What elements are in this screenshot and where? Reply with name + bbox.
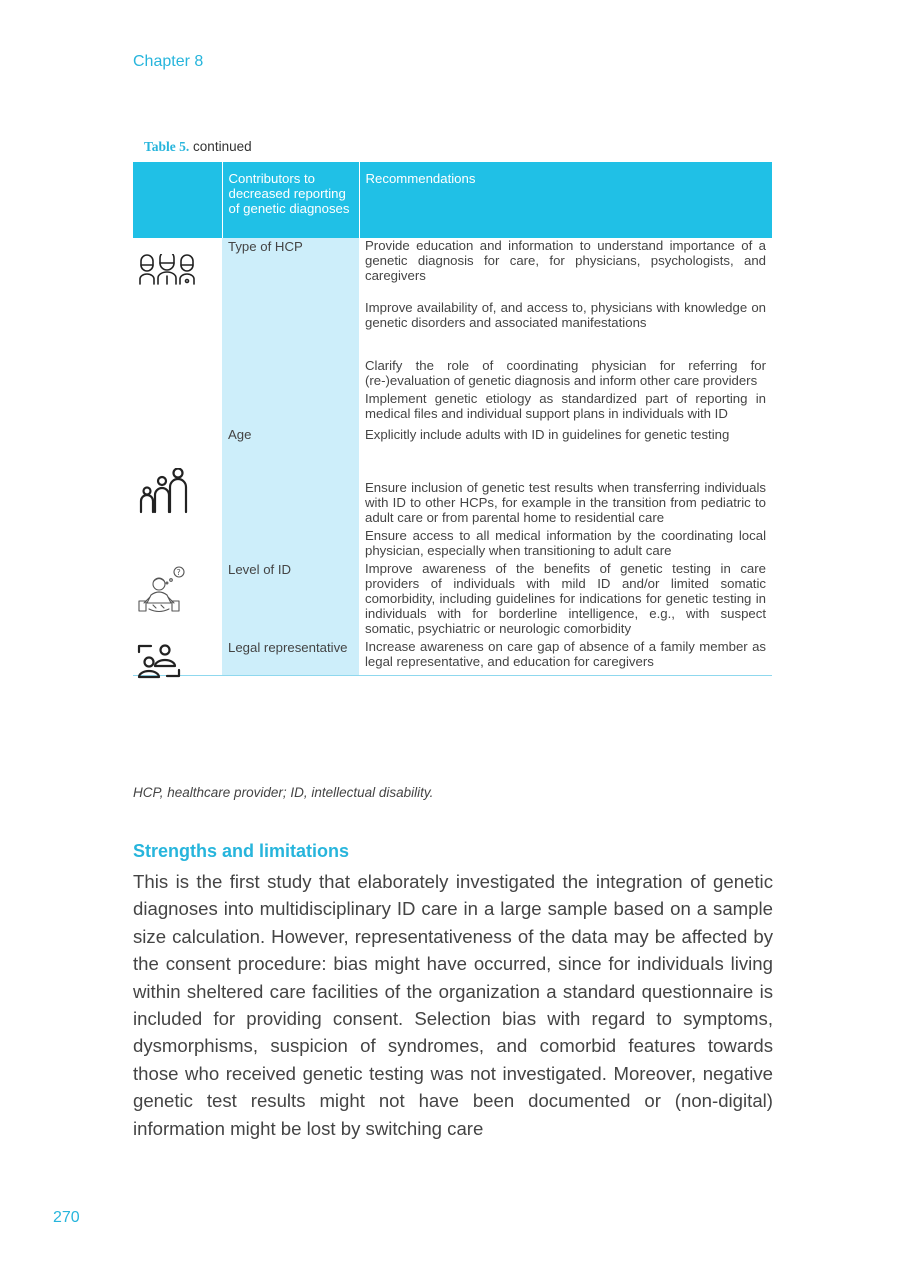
icon-cell bbox=[133, 424, 222, 561]
table-row bbox=[133, 561, 772, 639]
legal-representative-icon bbox=[137, 642, 181, 680]
page-number: 270 bbox=[53, 1209, 80, 1226]
icon-cell bbox=[133, 639, 222, 676]
recommendations-column-header: Recommendations bbox=[359, 162, 772, 238]
recommendation-cell: Provide education and information to understand importance of a genetic diagnosis for care, for physicians, psychologists, and caregivers bbox=[365, 238, 766, 283]
table-row bbox=[133, 639, 772, 676]
recommendation-cell: Ensure inclusion of genetic test results when transferring individuals with ID to other HCPs, for example in the transition from pediatric to adult care or from parental home to residential care bbox=[365, 480, 766, 525]
contributors-column-header: Contributors to decreased reporting of genetic diagnoses bbox=[222, 162, 359, 238]
recommendations-table bbox=[133, 162, 772, 676]
recommendation-cell: Improve availability of, and access to, physicians with knowledge on genetic disorders and associated manifestations bbox=[365, 300, 766, 330]
table-row bbox=[133, 238, 772, 300]
table-row bbox=[133, 424, 772, 480]
table-caption-label: Table 5. bbox=[144, 139, 190, 154]
table-header-row bbox=[133, 162, 772, 238]
icon-column-header bbox=[133, 162, 222, 238]
recommendation-cell: Clarify the role of coordinating physician for referring for (re-)evaluation of genetic diagnosis and inform other care providers bbox=[365, 358, 766, 388]
contributor-cell: Age bbox=[222, 424, 359, 561]
contributor-cell: Level of ID bbox=[222, 561, 359, 639]
icon-cell bbox=[133, 561, 222, 639]
recommendation-cell: Implement genetic etiology as standardized part of reporting in medical files and individual support plans in individuals with ID bbox=[365, 391, 766, 421]
recommendation-cell: Increase awareness on care gap of absence of a family member as legal representative, and education for caregivers bbox=[359, 639, 772, 676]
section-paragraph: This is the first study that elaborately investigated the integration of genetic diagnoses into multidisciplinary ID care in a large sample based on a sample size calculation. However, representativeness of the data may be affected by the consent procedure: bias might have occurred, since for individuals living within sheltered care facilities of the organization a standard questionnaire is included for providing consent. Selection bias with regard to symptoms, dysmorphisms, suspicion of syndromes, and comorbid features towards those who received genetic testing was not investigated. Moreover, negative genetic test results might not have been documented or (non-digital) information might be lost by switching care bbox=[133, 871, 773, 1139]
chapter-label: Chapter 8 bbox=[133, 53, 204, 70]
healthcare-providers-icon bbox=[137, 254, 197, 286]
recommendation-cell: Ensure access to all medical information by the coordinating local physician, especially when transitioning to adult care bbox=[365, 528, 766, 558]
thinking-child-icon bbox=[137, 565, 189, 617]
svg-text:?: ? bbox=[176, 568, 181, 577]
icon-cell bbox=[133, 238, 222, 424]
table-caption bbox=[144, 139, 252, 155]
contributor-cell: Legal representative bbox=[222, 639, 359, 676]
contributor-cell: Type of HCP bbox=[222, 238, 359, 424]
section-heading: Strengths and limitations bbox=[133, 841, 350, 861]
table-footnote: HCP, healthcare provider; ID, intellectual disability. bbox=[133, 785, 434, 800]
recommendation-cell: Explicitly include adults with ID in guidelines for genetic testing bbox=[365, 427, 730, 442]
table-caption-text: continued bbox=[193, 139, 252, 154]
recommendation-cell: Improve awareness of the benefits of genetic testing in care providers of individuals with mild ID and/or limited somatic comorbidity, including guidelines for indications for genetic testing in individuals with for borderline intelligence, e.g., with suspect somatic, psychiatric or neurologic comorbidity bbox=[365, 561, 766, 636]
